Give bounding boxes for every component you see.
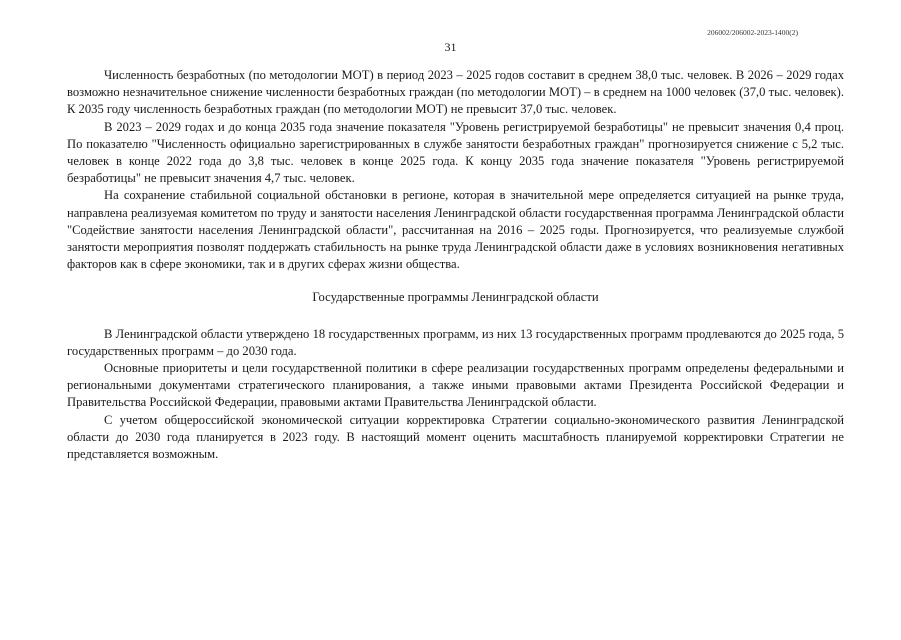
page-number: 31 (444, 40, 457, 54)
paragraph-strategy-correction: С учетом общероссийской экономической ситуации корректировка Стратегии социально-экономического развития Ленинградской области до 2030 года планируется в 2023 году. В настоящий момент оценить масштабность планируемой корректировки Стратегии не представляется возможным. (67, 412, 844, 462)
paragraph-state-programs-count: В Ленинградской области утверждено 18 государственных программ, из них 13 государственных программ продлеваются до 2025 года, 5 государственных программ – до 2030 года. (67, 326, 844, 358)
document-id: 206002/206002-2023-1400(2) (707, 28, 798, 37)
paragraph-employment-program: На сохранение стабильной социальной обстановки в регионе, которая в значительной мере определяется ситуацией на рынке труда, направлена реализуемая комитетом по труду и занятости населения Ленинградской области государственная программа Ленинградской области "Содействие занятости населения Ленинградской области", рассчитанная на 2016 – 2025 годы. Прогнозируется, что реализуемые службой занятости мероприятия позволят поддержать стабильность на рынке труда Ленинградской области даже в условиях возникновения негативных факторов как в сфере экономики, так и в других сферах жизни общества. (67, 188, 844, 272)
section-title: Государственные программы Ленинградской области (312, 290, 599, 305)
paragraph-unemployment-ilo: Численность безработных (по методологии МОТ) в период 2023 – 2025 годов составит в среднем 38,0 тыс. человек. В 2026 – 2029 годах возможно незначительное снижение численности безработных граждан (по методологии МОТ) – в среднем на 1000 человек (37,0 тыс. человек). К 2035 году численность безработных граждан (по методологии МОТ) не превысит 37,0 тыс. человек. (67, 68, 844, 117)
paragraph-registered-unemployment: В 2023 – 2029 годах и до конца 2035 года значение показателя "Уровень регистрируемой безработицы" не превысит значения 0,4 проц. По показателю "Численность официально зарегистрированных в службе занятости безработных граждан" прогнозируется снижение с 5,2 тыс. человек в конце 2022 года до 3,8 тыс. человек в конце 2025 года. К концу 2035 года значение показателя "Уровень регистрируемой безработицы" не превысит значения 4,7 тыс. человек. (67, 119, 844, 186)
document-body (67, 67, 844, 463)
paragraph-policy-priorities: Основные приоритеты и цели государственной политики в сфере реализации государственных программ определены федеральными и региональными документами стратегического планирования, а также иными правовыми актами Президента Российской Федерации и Правительства Российской Федерации, правовыми актами Правительства Ленинградской области. (67, 361, 844, 410)
